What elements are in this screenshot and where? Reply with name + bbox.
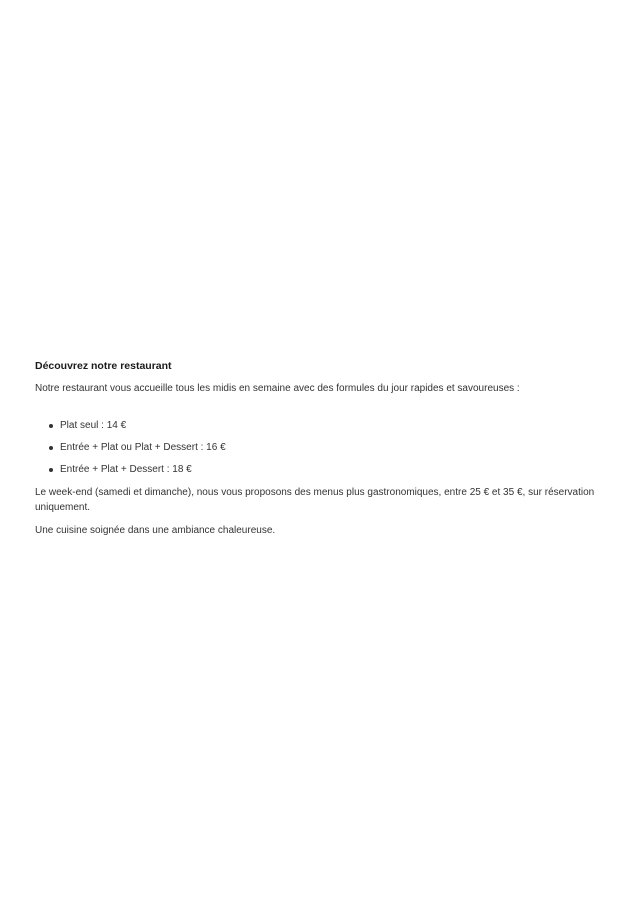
weekend-paragraph: Le week-end (samedi et dimanche), nous vous proposons des menus plus gastronomiques, entre 25 € et 35 €, sur réservation uniquement. <box>35 487 595 513</box>
menu-item-label: Plat seul : 14 € <box>60 420 127 431</box>
intro-paragraph: Notre restaurant vous accueille tous les midis en semaine avec des formules du jour rapides et savoureuses : <box>35 383 520 394</box>
bullet-icon <box>49 468 53 472</box>
restaurant-section <box>35 359 610 538</box>
list-item <box>35 419 610 433</box>
bullet-icon <box>49 446 53 450</box>
bullet-icon <box>49 424 53 428</box>
closing-paragraph: Une cuisine soignée dans une ambiance chaleureuse. <box>35 525 276 536</box>
list-item <box>35 441 610 455</box>
menu-item-label: Entrée + Plat + Dessert : 18 € <box>60 464 192 475</box>
section-title: Découvrez notre restaurant <box>35 360 172 372</box>
menu-item-label: Entrée + Plat ou Plat + Dessert : 16 € <box>60 442 226 453</box>
list-item <box>35 463 610 477</box>
menu-list <box>35 419 610 477</box>
